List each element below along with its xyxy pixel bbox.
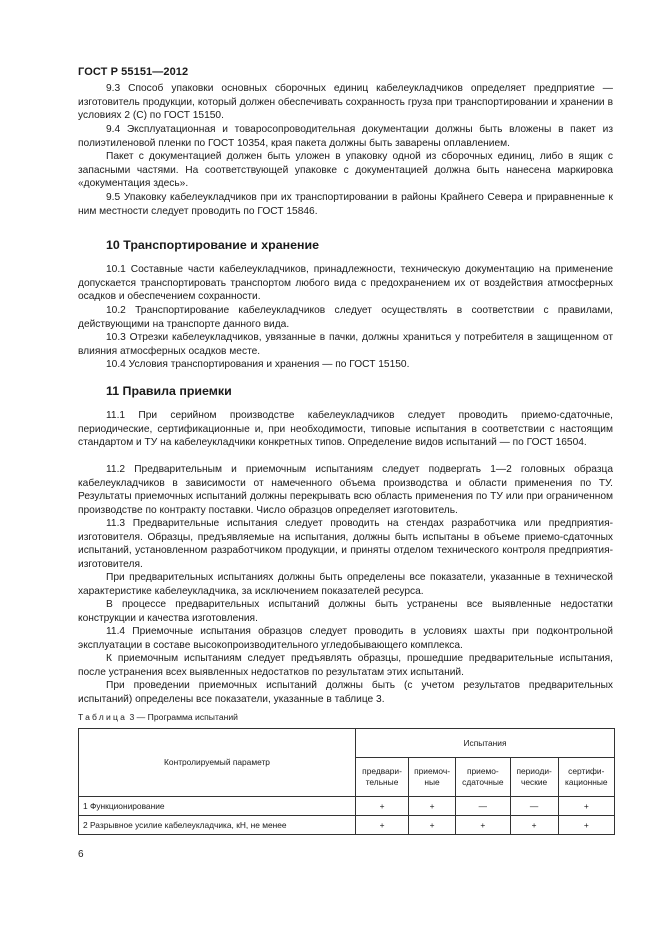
table-cell: — bbox=[510, 797, 558, 816]
paragraph-11-3-c: В процессе предварительных испытаний должны быть устранены все выявленные недостатки конструкции и качества изготовления. bbox=[78, 599, 613, 624]
col-header-acceptance: приемоч-ные bbox=[409, 758, 456, 797]
col-header-periodic: периоди-ческие bbox=[510, 758, 558, 797]
col-header-delivery: приемо-сдаточные bbox=[456, 758, 511, 797]
section-10-title: 10 Транспортирование и хранение bbox=[106, 238, 319, 252]
table-cell: + bbox=[456, 816, 511, 835]
paragraph-9-3: 9.3 Способ упаковки основных сборочных единиц кабелеукладчиков определяет предприятие — изготовитель продукции, который должен обеспечивать сохранность груза при транспортировании и хранении в условиях 2 (С) по ГОСТ 15150. bbox=[78, 83, 613, 122]
col-header-certification: сертифи-кационные bbox=[558, 758, 614, 797]
table-caption-text: 3 — Программа испытаний bbox=[129, 712, 238, 722]
row-label: 1 Функционирование bbox=[79, 797, 356, 816]
table-cell: — bbox=[456, 797, 511, 816]
table-row bbox=[79, 797, 615, 816]
table-cell: + bbox=[409, 797, 456, 816]
paragraph-9-4: 9.4 Эксплуатационная и товаросопроводительная документации должны быть вложены в пакет из полиэтиленовой пленки по ГОСТ 10354, края пакета должны быть заварены оплавлением. bbox=[78, 124, 613, 149]
paragraph-9-5: 9.5 Упаковку кабелеукладчиков при их транспортировании в районы Крайнего Севера и приравненные к ним местности следует проводить по ГОСТ 15846. bbox=[78, 192, 613, 217]
tests-group-header: Испытания bbox=[356, 729, 615, 758]
paragraph-11-1: 11.1 При серийном производстве кабелеукладчиков следует проводить приемо-сдаточные, периодические, сертификационные и, при необходимости, типовые испытания в соответствии с настоящим стандартом и ТУ на кабелеукладчики конкретных типов. Определение видов испытаний — по ГОСТ 16504. bbox=[78, 410, 613, 449]
table-caption-word: Таблица bbox=[78, 712, 128, 722]
row-label: 2 Разрывное усилие кабелеукладчика, кН, не менее bbox=[79, 816, 356, 835]
paragraph-10-1: 10.1 Составные части кабелеукладчиков, принадлежности, техническую документацию на применение допускается транспортировать транспортом любого вида с предохранением их от воздействия атмосферных осадков и обеспечением сохранности. bbox=[78, 264, 613, 303]
paragraph-11-4: 11.4 Приемочные испытания образцов следует проводить в условиях шахты при подконтрольной эксплуатации в составе высокопроизводительного угледобывающего комплекса. bbox=[78, 626, 613, 651]
col-header-preliminary: предвари-тельные bbox=[356, 758, 409, 797]
paragraph-11-3: 11.3 Предварительные испытания следует проводить на стендах разработчика или предприятия-изготовителя. Образцы, предъявляемые на испытания, должны быть испытаны в объеме приемо-сдаточных испытаний, установленном разработчиком продукции, и приняты отделом технического контроля предприятия-изготовителя. bbox=[78, 518, 613, 570]
paragraph-11-2: 11.2 Предварительным и приемочным испытаниям следует подвергать 1—2 головных образца кабелеукладчиков в зависимости от намеченного объема производства и области применения по ТУ. Результаты приемочных испытаний должны перекрывать всю область применения по ТУ или при ограниченном производстве по контракту поставки. Число образцов определяет изготовитель. bbox=[78, 464, 613, 516]
page-number: 6 bbox=[78, 849, 84, 860]
paragraph-11-4-b: К приемочным испытаниям следует предъявлять образцы, прошедшие предварительные испытания, после устранения всех выявленных недостатков по результатам этих испытаний. bbox=[78, 653, 613, 678]
test-program-table bbox=[78, 728, 615, 835]
param-column-header: Контролируемый параметр bbox=[79, 729, 356, 797]
table-cell: + bbox=[356, 797, 409, 816]
paragraph-10-3: 10.3 Отрезки кабелеукладчиков, увязанные в пачки, должны храниться у потребителя в защищенном от влияния атмосферных осадков месте. bbox=[78, 332, 613, 357]
table-cell: + bbox=[356, 816, 409, 835]
document-header: ГОСТ Р 55151—2012 bbox=[78, 66, 189, 78]
paragraph-10-4: 10.4 Условия транспортирования и хранения — по ГОСТ 15150. bbox=[106, 359, 410, 370]
table-caption bbox=[78, 712, 238, 722]
table-cell: + bbox=[409, 816, 456, 835]
section-11-title: 11 Правила приемки bbox=[106, 384, 232, 398]
paragraph-10-2: 10.2 Транспортирование кабелеукладчиков следует осуществлять в соответствии с правилами, действующими на транспорте данного вида. bbox=[78, 305, 613, 330]
table-row bbox=[79, 816, 615, 835]
paragraph-11-3-b: При предварительных испытаниях должны быть определены все показатели, указанные в технической характеристике кабелеукладчика, за исключением показателей ресурса. bbox=[78, 572, 613, 597]
table-cell: + bbox=[558, 797, 614, 816]
table-cell: + bbox=[558, 816, 614, 835]
paragraph-11-4-c: При проведении приемочных испытаний должны быть (с учетом результатов предварительных испытаний) определены все показатели, указанные в таблице 3. bbox=[78, 680, 613, 705]
table-cell: + bbox=[510, 816, 558, 835]
paragraph-9-4-cont: Пакет с документацией должен быть уложен в упаковку одной из сборочных единиц, либо в ящик с запасными частями. На соответствующей упаковке с документацией должна быть нанесена маркировка «документация здесь». bbox=[78, 151, 613, 190]
